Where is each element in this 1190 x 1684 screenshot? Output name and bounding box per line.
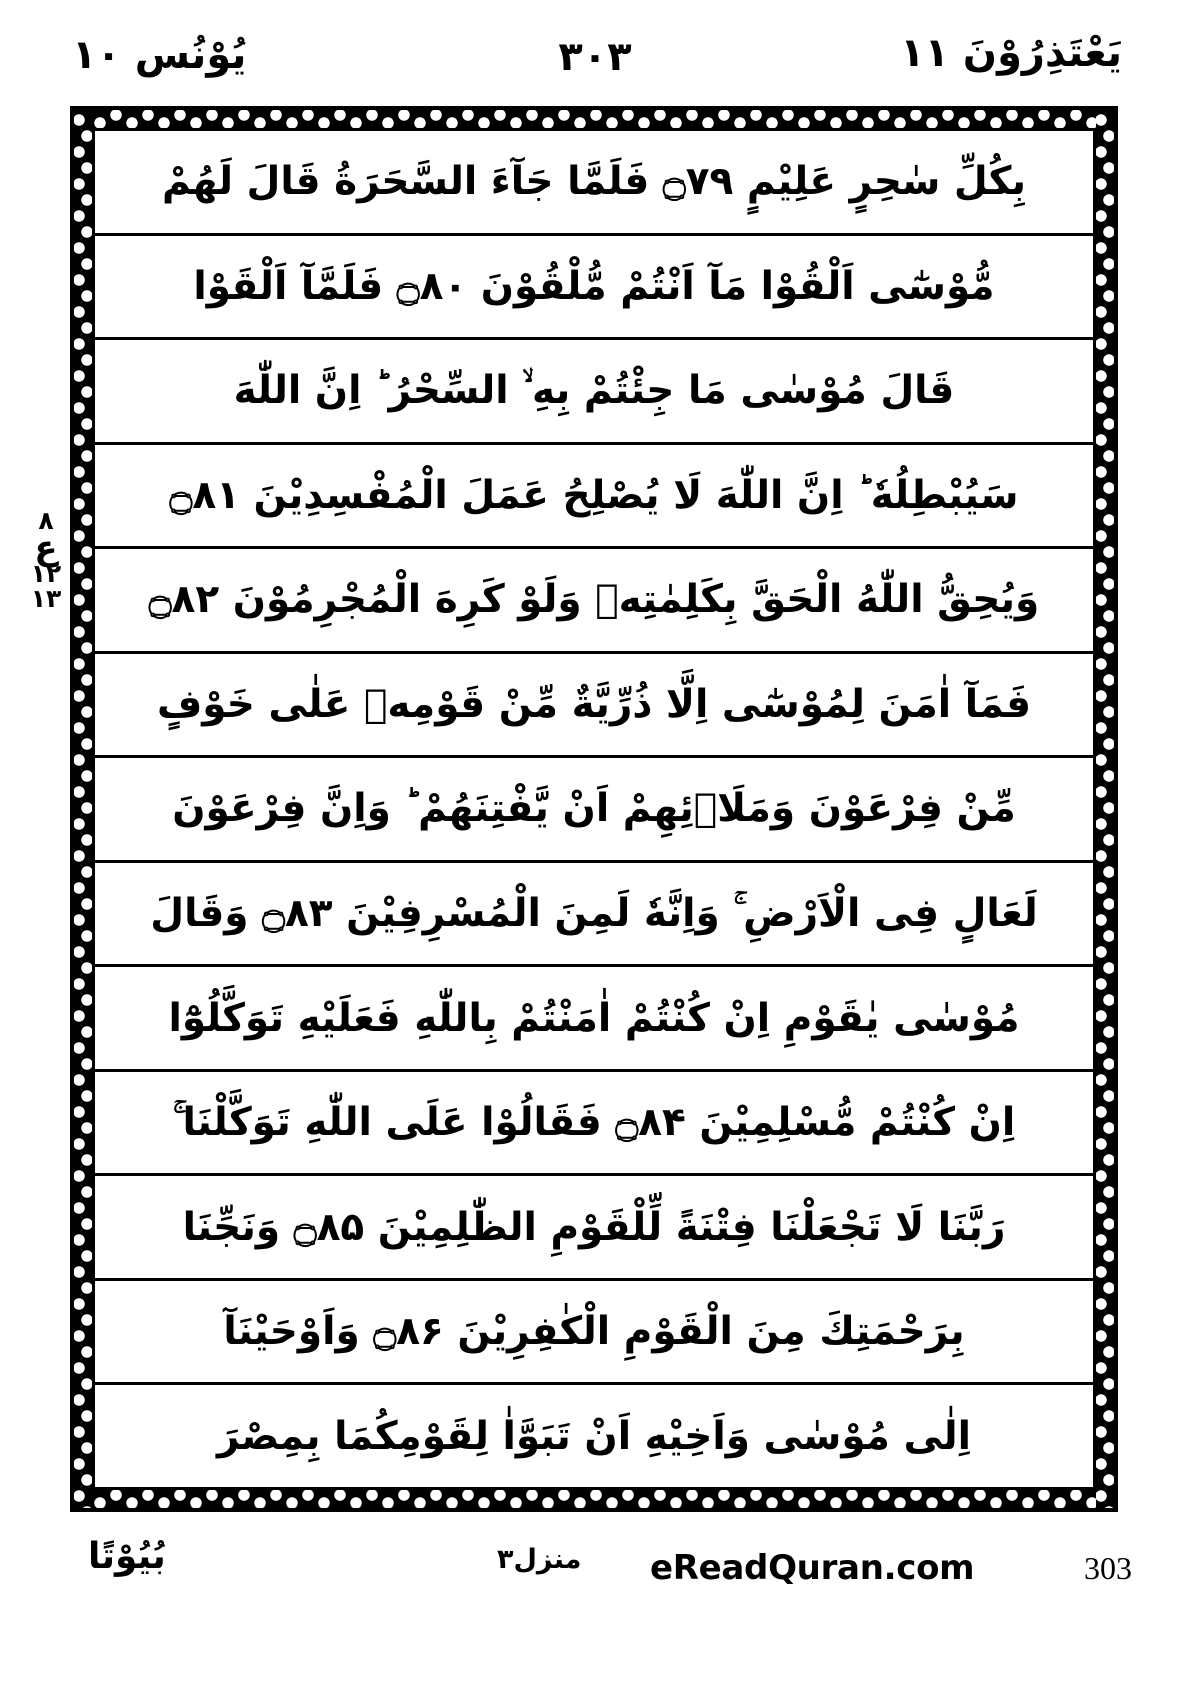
ayah-line <box>95 1281 1093 1386</box>
ornament-band-bottom <box>74 1490 1114 1508</box>
ayah-line <box>95 1176 1093 1281</box>
ayah-line <box>95 236 1093 341</box>
ayah-line <box>95 758 1093 863</box>
ruku-marker-group <box>18 508 74 611</box>
ruku-top-number: ٨ <box>38 506 54 535</box>
footer-page-number: 303 <box>1084 1550 1132 1586</box>
ayah-line-text: مِّنْ فِرْعَوْنَ وَمَلَاۡئِهِمْ اَنْ يَّفْتِنَهُمْ ؕ وَاِنَّ فِرْعَوْنَ <box>172 786 1016 832</box>
ayah-line-text: لَعَالٍ فِى الْاَرْضِ ۚ وَاِنَّهٗ لَمِنَ الْمُسْرِفِيْنَ ۝۸۳ وَقَالَ <box>150 890 1038 936</box>
ayah-line-text: اِنْ كُنْتُمْ مُّسْلِمِيْنَ ۝۸۴ فَقَالُوْا عَلَى اللّٰهِ تَوَكَّلْنَا ۚ <box>172 1100 1016 1146</box>
ayah-line <box>95 967 1093 1072</box>
ayah-line-text: مُوْسٰى يٰقَوْمِ اِنْ كُنْتُمْ اٰمَنْتُمْ بِاللّٰهِ فَعَلَيْهِ تَوَكَّلُوْٓا <box>168 995 1020 1041</box>
ayah-line-text: قَالَ مُوْسٰى مَا جِئْتُمْ بِهِ ۙ السِّحْرُ ؕ اِنَّ اللّٰهَ <box>233 368 955 414</box>
page-header <box>0 28 1190 106</box>
page-footer <box>0 1528 1190 1618</box>
site-brand: eReadQuran.com <box>650 1548 975 1588</box>
page-number-arabic: ٣٠٣ <box>558 34 632 80</box>
ayah-line <box>95 445 1093 550</box>
surah-label: يُوْنُس ١٠ <box>72 32 247 78</box>
catchword: بُيُوْتًا <box>88 1536 166 1577</box>
ruku-number: ١٢ <box>30 559 62 588</box>
ayah-line <box>95 131 1093 236</box>
ayah-line-text: بِكُلِّ سٰحِرٍ عَلِيْمٍ ۝۷۹ فَلَمَّا جَآءَ السَّحَرَةُ قَالَ لَهُمْ <box>161 159 1027 205</box>
ornament-band-right <box>1096 110 1114 1508</box>
ornament-band-left <box>74 110 92 1508</box>
ruku-bottom-number: ١٣ <box>30 584 62 613</box>
ayah-line-text: فَمَآ اٰمَنَ لِمُوْسٰٓى اِلَّا ذُرِّيَّةٌ مِّنْ قَوْمِهٖ عَلٰى خَوْفٍ <box>156 681 1032 727</box>
ayah-line <box>95 654 1093 759</box>
ayah-line-text: بِرَحْمَتِكَ مِنَ الْقَوْمِ الْكٰفِرِيْنَ ۝۸۶ وَاَوْحَيْنَآ <box>223 1309 965 1355</box>
ayah-line <box>95 549 1093 654</box>
ayah-lines-container <box>92 128 1096 1490</box>
ayah-line <box>95 863 1093 968</box>
manzil-label: منزل٣ <box>497 1544 582 1575</box>
text-frame <box>70 106 1118 1512</box>
ayah-line-text: مُّوْسٰٓى اَلْقُوْا مَآ اَنْتُمْ مُّلْقُوْنَ ۝۸۰ فَلَمَّآ اَلْقَوْا <box>193 263 995 309</box>
ayah-line-text: رَبَّنَا لَا تَجْعَلْنَا فِتْنَةً لِّلْقَوْمِ الظّٰلِمِيْنَ ۝۸۵ وَنَجِّنَا <box>182 1204 1006 1250</box>
ornament-band-top <box>74 110 1114 128</box>
ayah-line <box>95 1072 1093 1177</box>
ayah-line-text: اِلٰى مُوْسٰى وَاَخِيْهِ اَنْ تَبَوَّاٰ لِقَوْمِكُمَا بِمِصْرَ <box>217 1413 971 1459</box>
ayah-line <box>95 340 1093 445</box>
ruku-ain-symbol: ع <box>34 528 58 568</box>
ayah-line <box>95 1385 1093 1487</box>
juz-label: يَعْتَذِرُوْنَ ١١ <box>900 30 1122 76</box>
ayah-line-text: وَيُحِقُّ اللّٰهُ الْحَقَّ بِكَلِمٰتِهٖ وَلَوْ كَرِهَ الْمُجْرِمُوْنَ ۝۸۲ <box>148 577 1040 623</box>
ayah-line-text: سَيُبْطِلُهٗ ؕ اِنَّ اللّٰهَ لَا يُصْلِحُ عَمَلَ الْمُفْسِدِيْنَ ۝۸۱ <box>169 472 1019 518</box>
